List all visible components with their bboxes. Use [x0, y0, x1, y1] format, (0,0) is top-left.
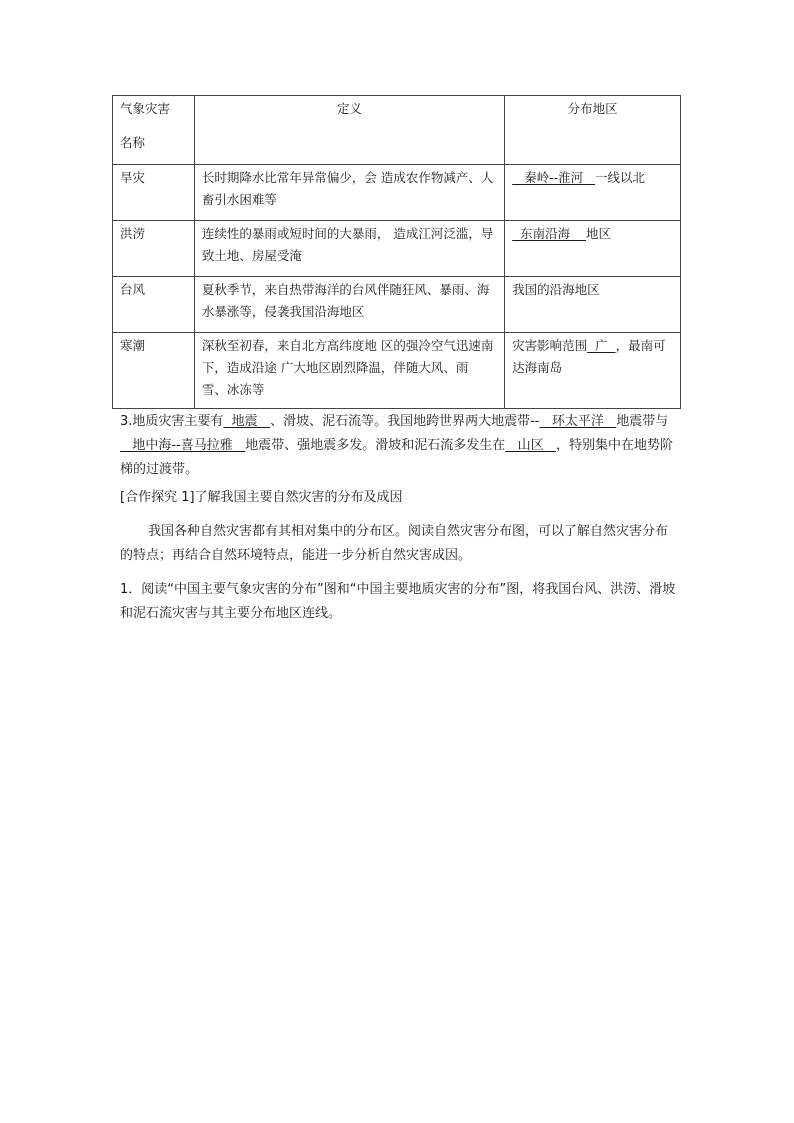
table-row — [113, 333, 681, 409]
answer-blank: 山区 — [505, 438, 556, 453]
header-region: 分布地区 — [505, 96, 681, 165]
hazard-name: 旱灾 — [113, 165, 195, 221]
header-definition: 定义 — [194, 96, 504, 165]
hazard-region — [505, 333, 681, 409]
meteorological-hazard-table — [112, 95, 681, 409]
table-header-row — [113, 96, 681, 165]
region-text-pre: 灾害影响范围 — [512, 338, 588, 353]
header-hazard-name — [113, 96, 195, 165]
intro-paragraph: 我国各种自然灾害都有其相对集中的分布区。阅读自然灾害分布图，可以了解自然灾害分布的特点；再结合自然环境特点，能进一步分析自然灾害成因。 — [120, 524, 669, 563]
answer-blank: 地中海--喜马拉雅 — [120, 438, 246, 453]
text-segment: 、滑坡、泥石流等。我国地跨世界两大地震带-- — [270, 414, 540, 429]
text-segment: 3.地质灾害主要有 — [120, 414, 224, 429]
hazard-definition: 夏秋季节，来自热带海洋的台风伴随狂风、暴雨、海水暴涨等，侵袭我国沿海地区 — [194, 277, 504, 333]
answer-blank: 环太平洋 — [539, 414, 617, 429]
text-segment: 地震带与 — [616, 414, 669, 429]
hazard-region — [505, 221, 681, 277]
hazard-name: 台风 — [113, 277, 195, 333]
answer-blank: 地震 — [223, 414, 271, 429]
hazard-definition: 长时期降水比常年异常偏少，会 造成农作物减产、人畜引水困难等 — [194, 165, 504, 221]
hazard-definition: 深秋至初春，来自北方高纬度地 区的强冷空气迅速南下，造成沿途 广大地区剧烈降温，伴随大风、雨 雪、冰冻等 — [194, 333, 504, 409]
hazard-region — [505, 165, 681, 221]
answer-blank: 广 — [587, 338, 616, 353]
table-row — [113, 221, 681, 277]
region-text-post: 一线以北 — [595, 170, 646, 185]
table-row — [113, 277, 681, 333]
text-segment: 地震带、强地震多发。滑坡和泥石流多发生在 — [245, 438, 506, 453]
hazard-name: 寒潮 — [113, 333, 195, 409]
header-name-line1: 气象灾害 — [120, 101, 171, 116]
hazard-name: 洪涝 — [113, 221, 195, 277]
region-text-post: ，最南可达海南岛 — [512, 338, 666, 375]
table-row — [113, 165, 681, 221]
question-1: 1．阅读“中国主要气象灾害的分布”图和“中国主要地质灾害的分布”图，将我国台风、洪涝、滑坡和泥石流灾害与其主要分布地区连线。 — [120, 582, 676, 621]
hazard-definition: 连续性的暴雨或短时间的大暴雨， 造成江河泛滥，导致土地、房屋受淹 — [194, 221, 504, 277]
hazard-region: 我国的沿海地区 — [505, 277, 681, 333]
geological-hazard-paragraph — [120, 410, 680, 482]
answer-blank: 东南沿海 — [512, 226, 586, 241]
region-text-post: 地区 — [586, 226, 612, 241]
text-segment: ，特别集中在地势阶梯的过渡带。 — [120, 438, 674, 477]
section-title: [合作探究 1]了解我国主要自然灾害的分布及成因 — [120, 490, 403, 505]
header-name-line2: 名称 — [120, 135, 146, 150]
answer-blank: 秦岭--淮河 — [512, 170, 596, 185]
